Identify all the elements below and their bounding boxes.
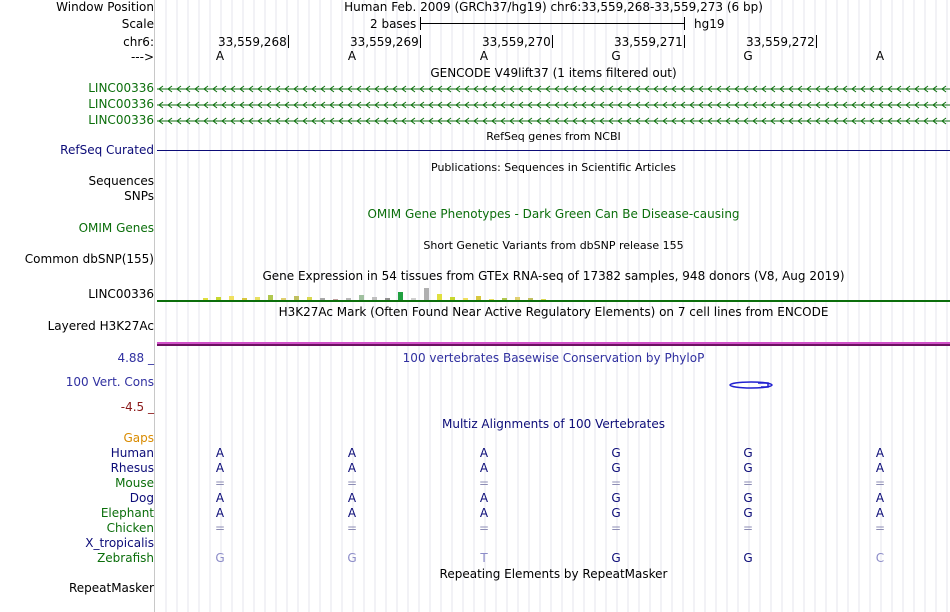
multiz-species-label[interactable]: Elephant [100,506,154,520]
coordinate-tick-label: 33,559,272 [746,35,815,49]
multiz-base: A [875,446,885,460]
gtex-tissue-bar [242,298,247,300]
multiz-base: A [479,506,489,520]
repeatmasker-track-title[interactable]: Repeating Elements by RepeatMasker [439,567,668,581]
gencode-transcript-label[interactable]: LINC00336 [88,81,154,95]
gtex-tissue-bar [320,298,325,300]
scale-assembly: hg19 [694,17,725,31]
coordinate-tick-label: 33,559,270 [482,35,551,49]
gtex-tissue-bar [203,298,208,300]
gtex-track-title[interactable]: Gene Expression in 54 tissues from GTEx RNA-seq of 17382 samples, 948 donors (V8, Aug 2019) [262,269,845,283]
multiz-base: G [347,551,357,565]
gtex-tissue-bar [268,295,273,300]
multiz-species-label[interactable]: Chicken [106,521,154,535]
reference-base: A [479,49,489,63]
conservation-max-label: 4.88 _ [117,351,154,365]
multiz-base: G [611,551,621,565]
scale-bar-right [684,17,685,30]
gtex-tissue-bar [372,297,377,300]
gtex-tissue-bar [307,297,312,300]
multiz-base: A [215,491,225,505]
gencode-track-title[interactable]: GENCODE V49lift37 (1 items filtered out) [430,66,677,80]
gtex-tissue-bar [489,299,494,300]
coordinate-tick [684,35,685,48]
gtex-tissue-bar [216,297,221,300]
multiz-base: A [347,461,357,475]
coordinate-tick [552,35,553,48]
gtex-track-label[interactable]: LINC00336 [88,287,154,301]
gtex-tissue-bar [528,298,533,300]
multiz-species-label[interactable]: Human [110,446,154,460]
multiz-base: A [479,491,489,505]
omim-track-title[interactable]: OMIM Gene Phenotypes - Dark Green Can Be Disease-causing [367,207,740,221]
multiz-base: G [215,551,225,565]
multiz-base: G [743,461,753,475]
reference-base: A [347,49,357,63]
window-position-text: Human Feb. 2009 (GRCh37/hg19) chr6:33,559,268-33,559,273 (6 bp) [344,0,763,14]
multiz-base: G [743,551,753,565]
reference-base: G [611,49,621,63]
scale-label: Scale [121,17,154,31]
gtex-tissue-bar [541,299,546,300]
multiz-base: = [346,521,358,535]
gtex-tissue-bar [398,292,403,300]
gtex-tissue-bar [385,298,390,300]
multiz-base: = [478,521,490,535]
multiz-base: = [214,476,226,490]
h3k27ac-track-label[interactable]: Layered H3K27Ac [47,319,154,333]
refseq-gene-line[interactable] [157,150,950,151]
multiz-base: = [346,476,358,490]
multiz-species-label[interactable]: Rhesus [110,461,154,475]
multiz-base: C [875,551,885,565]
reference-base: A [875,49,885,63]
gtex-tissue-bar [515,297,520,300]
publications-track-title[interactable]: Publications: Sequences in Scientific Articles [431,161,676,174]
window-position-label: Window Position [56,0,154,14]
multiz-base: = [874,476,886,490]
gtex-tissue-bar [255,297,260,300]
multiz-track-title[interactable]: Multiz Alignments of 100 Vertebrates [441,417,666,431]
gencode-transcript-label[interactable]: LINC00336 [88,97,154,111]
multiz-base: A [347,506,357,520]
multiz-base: = [874,521,886,535]
strand-label: ---> [130,50,154,64]
multiz-species-label[interactable]: Mouse [115,476,154,490]
multiz-base: A [347,491,357,505]
multiz-base: = [610,476,622,490]
multiz-base: G [611,461,621,475]
dbsnp-track-title[interactable]: Short Genetic Variants from dbSNP release 155 [423,239,684,252]
scale-bar [420,23,685,24]
coordinate-tick [420,35,421,48]
multiz-base: A [875,461,885,475]
multiz-base: = [742,521,754,535]
multiz-base: G [611,506,621,520]
conservation-glyph[interactable] [728,380,774,390]
gtex-tissue-bar [437,294,442,300]
gtex-tissue-bar [346,298,351,300]
publications-snps-label[interactable]: SNPs [124,189,154,203]
dbsnp-track-label[interactable]: Common dbSNP(155) [24,252,154,266]
multiz-species-label[interactable]: Zebrafish [97,551,154,565]
coordinate-tick-label: 33,559,271 [614,35,683,49]
multiz-base: T [480,551,488,565]
multiz-base: = [610,521,622,535]
coordinate-tick-label: 33,559,269 [350,35,419,49]
multiz-base: G [611,491,621,505]
multiz-base: = [214,521,226,535]
multiz-base: G [743,446,753,460]
multiz-base: G [743,491,753,505]
gtex-tissue-bar [294,296,299,300]
gtex-baseline [157,300,950,302]
conservation-track-label[interactable]: 100 Vert. Cons [65,375,154,389]
multiz-species-label[interactable]: X_tropicalis [85,536,154,550]
gencode-transcripts[interactable] [155,80,950,126]
multiz-base: A [875,491,885,505]
coordinate-tick-label: 33,559,268 [218,35,287,49]
gtex-tissue-bar [411,298,416,300]
reference-base: G [743,49,753,63]
gtex-tissue-bar [281,298,286,300]
gtex-tissue-bar [502,298,507,300]
h3k27ac-track-title[interactable]: H3K27Ac Mark (Often Found Near Active Regulatory Elements) on 7 cell lines from ENCODE [278,305,829,319]
publications-sequences-label[interactable]: Sequences [88,174,154,188]
refseq-track-title[interactable]: RefSeq genes from NCBI [486,130,621,143]
multiz-base: A [215,446,225,460]
reference-base: A [215,49,225,63]
coordinate-tick [816,35,817,48]
repeatmasker-track-label[interactable]: RepeatMasker [68,581,154,595]
gtex-tissue-bar [476,296,481,300]
multiz-base: A [479,461,489,475]
multiz-base: G [611,446,621,460]
multiz-base: A [347,446,357,460]
chrom-label: chr6: [123,35,154,49]
gtex-tissue-bar [229,296,234,300]
multiz-gaps-label: Gaps [123,431,154,445]
gencode-transcript-label[interactable]: LINC00336 [88,113,154,127]
h3k27ac-signal-bottom[interactable] [157,344,950,346]
multiz-base: G [743,506,753,520]
conservation-min-label: -4.5 _ [120,400,154,414]
multiz-base: = [742,476,754,490]
multiz-base: A [215,461,225,475]
gtex-tissue-bar [333,299,338,300]
gtex-expression-bars[interactable] [155,283,950,303]
multiz-base: A [875,506,885,520]
scale-text: 2 bases [370,17,417,31]
omim-track-label[interactable]: OMIM Genes [78,221,154,235]
gtex-tissue-bar [463,298,468,300]
multiz-species-label[interactable]: Dog [129,491,154,505]
gtex-tissue-bar [424,288,429,300]
multiz-base: = [478,476,490,490]
coordinate-tick [288,35,289,48]
multiz-base: A [479,446,489,460]
refseq-track-label[interactable]: RefSeq Curated [60,143,154,157]
gtex-tissue-bar [359,295,364,300]
gtex-tissue-bar [450,297,455,300]
multiz-base: A [215,506,225,520]
conservation-track-title[interactable]: 100 vertebrates Basewise Conservation by PhyloP [402,351,705,365]
